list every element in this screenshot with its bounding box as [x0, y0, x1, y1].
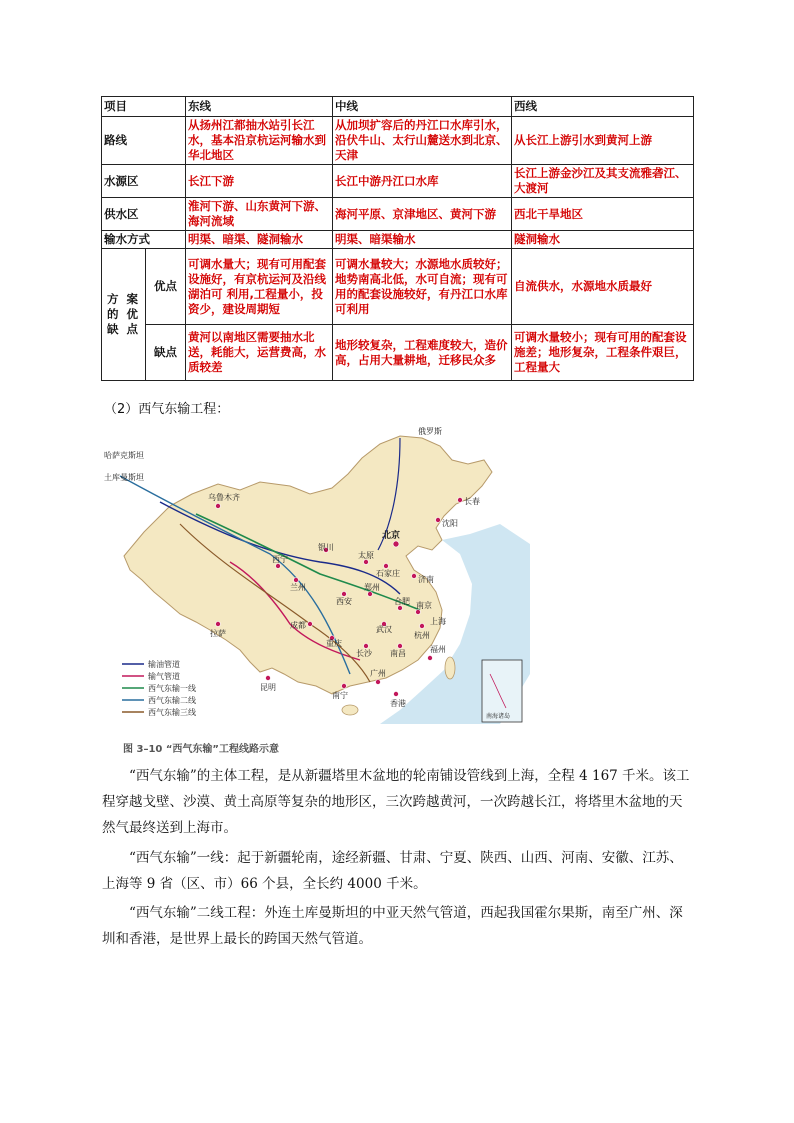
legend-label: 西气东输三线: [148, 708, 196, 717]
pipeline-map: [100, 424, 530, 764]
cell-pros-west: 自流供水，水源地水质最好: [512, 249, 694, 325]
label-beijing: 北京: [382, 530, 401, 540]
label-hangzhou: 杭州: [414, 631, 430, 640]
row-label-source: 水源区: [102, 165, 186, 198]
row-label-route: 路线: [102, 117, 186, 165]
table-row: [102, 117, 694, 165]
label-chengdu: 成都: [290, 621, 306, 630]
cell-source-east: 长江下游: [186, 165, 333, 198]
legend-label: 输油管道: [148, 660, 180, 669]
section-heading: （2）西气东输工程：: [104, 402, 230, 417]
row-label-supply: 供水区: [102, 198, 186, 231]
city-dot: [436, 518, 441, 523]
label-chongqing: 重庆: [326, 639, 342, 648]
city-dot: [384, 564, 389, 569]
city-dot: [458, 498, 463, 503]
label-shijiazhuang: 石家庄: [376, 569, 400, 578]
city-dot: [342, 592, 347, 597]
city-dot: [416, 610, 421, 615]
city-dot: [216, 622, 221, 627]
header-item: 项目: [102, 97, 186, 117]
cell-method-middle: 明渠、暗渠输水: [333, 231, 512, 249]
map-caption: 图 3–10 “西气东输”工程线路示意: [123, 744, 279, 755]
cell-supply-west: 西北干旱地区: [512, 198, 694, 231]
paragraph-main-project: “西气东输”的主体工程，是从新疆塔里木盆地的轮南铺设管线到上海，全程 4 167 千米。该工程穿越戈壁、沙漠、黄土高原等复杂的地形区，三次跨越黄河，一次跨越长江，将塔里木盆地的天然气最终送到上海市。: [102, 768, 690, 836]
map-legend: [122, 659, 196, 717]
city-dot: [342, 684, 347, 689]
cell-route-east: 从扬州江都抽水站引长江水，基本沿京杭运河输水到华北地区: [186, 117, 333, 165]
label-xining: 西宁: [272, 555, 288, 564]
label-kunming: 昆明: [260, 683, 276, 692]
city-dot: [398, 644, 403, 649]
city-dot: [368, 592, 373, 597]
cell-route-middle: 从加坝扩容后的丹江口水库引水，沿伏牛山、太行山麓送水到北京、天津: [333, 117, 512, 165]
paragraph-line-1: “西气东输”一线：起于新疆轮南，途经新疆、甘肃、宁夏、陕西、山西、河南、安徽、江苏、上海等 9 省（区、市）66 个县，全长约 4000 千米。: [102, 850, 683, 892]
city-dot: [266, 676, 271, 681]
cell-method-west: 隧洞输水: [512, 231, 694, 249]
cell-cons-west: 可调水量较小；现有可用的配套设施差；地形复杂，工程条件艰巨，工程量大: [512, 325, 694, 381]
label-lanzhou: 兰州: [290, 583, 306, 592]
city-dot: [420, 624, 425, 629]
city-dot: [364, 644, 369, 649]
header-west: 西线: [512, 97, 694, 117]
label-yinchuan: 银川: [318, 543, 334, 552]
paragraph-line-2: “西气东输”二线工程：外连土库曼斯坦的中亚天然气管道，西起我国霍尔果斯，南至广州、深圳和香港，是世界上最长的跨国天然气管道。: [102, 905, 683, 947]
label-hongkong: 香港: [390, 699, 406, 708]
label-urumqi: 乌鲁木齐: [208, 493, 240, 502]
row-label-pros: 优点: [146, 249, 186, 325]
table-row: [102, 249, 694, 325]
label-zhengzhou: 郑州: [364, 583, 380, 592]
label-turkmenistan: 土库曼斯坦: [104, 473, 144, 482]
cell-route-west: 从长江上游引水到黄河上游: [512, 117, 694, 165]
label-guangzhou: 广州: [370, 669, 386, 678]
cell-pros-middle: 可调水量较大；水源地水质较好；地势南高北低，水可自流；现有可用的配套设施较好，有丹江口水库可利用: [333, 249, 512, 325]
city-dot: [308, 622, 313, 627]
legend-label: 西气东输一线: [148, 684, 196, 693]
city-dot: [394, 692, 399, 697]
cell-supply-middle: 海河平原、京津地区、黄河下游: [333, 198, 512, 231]
label-taiyuan: 太原: [358, 551, 374, 560]
city-dot: [412, 574, 417, 579]
label-nanjing: 南京: [416, 601, 432, 610]
cell-method-east: 明渠、暗渠、隧洞输水: [186, 231, 333, 249]
city-dot: [294, 578, 299, 583]
china-territory-shape: [124, 436, 492, 694]
taiwan-island: [445, 657, 455, 679]
south-sea-inset: [482, 660, 522, 722]
label-shenyang: 沈阳: [442, 519, 458, 528]
city-dot: [376, 680, 381, 685]
city-dot: [398, 606, 403, 611]
label-hefei: 合肥: [394, 597, 410, 606]
row-group-label-pros-cons: 方 案 的 优 缺 点: [102, 249, 146, 381]
label-fuzhou: 福州: [430, 645, 446, 654]
legend-label: 西气东输二线: [148, 696, 196, 705]
city-dot: [393, 541, 399, 547]
cell-pros-east: 可调水量大；现有可用配套设施好，有京杭运河及沿线湖泊可 利用,工程量小，投资少，建设周期短: [186, 249, 333, 325]
label-south-sea: 南海诸岛: [486, 714, 511, 720]
water-transfer-comparison-table: [101, 96, 694, 381]
cell-cons-middle: 地形较复杂，工程难度较大，造价高，占用大量耕地，迁移民众多: [333, 325, 512, 381]
label-shanghai: 上海: [430, 617, 446, 626]
label-lhasa: 拉萨: [210, 629, 226, 638]
label-russia: 俄罗斯: [418, 427, 442, 436]
map-svg: [100, 424, 530, 740]
label-nanchang: 南昌: [390, 649, 406, 658]
table-row: [102, 165, 694, 198]
row-label-cons: 缺点: [146, 325, 186, 381]
label-changchun: 长春: [464, 497, 480, 506]
city-dot: [428, 656, 433, 661]
cell-cons-east: 黄河以南地区需要抽水北送，耗能大，运营费高，水质较差: [186, 325, 333, 381]
cell-source-middle: 长江中游丹江口水库: [333, 165, 512, 198]
hainan-island: [342, 705, 358, 715]
label-xian: 西安: [336, 597, 352, 606]
row-label-method: 输水方式: [102, 231, 186, 249]
city-dot: [276, 564, 281, 569]
city-dot: [216, 504, 221, 509]
cell-supply-east: 淮河下游、山东黄河下游、海河流域: [186, 198, 333, 231]
table-header-row: [102, 97, 694, 117]
header-middle: 中线: [333, 97, 512, 117]
table-row: [102, 231, 694, 249]
label-kazakhstan: 哈萨克斯坦: [104, 451, 144, 460]
table-row: [102, 325, 694, 381]
legend-label: 输气管道: [148, 672, 180, 681]
cell-source-west: 长江上游金沙江及其支流雅砻江、大渡河: [512, 165, 694, 198]
table-row: [102, 198, 694, 231]
label-changsha: 长沙: [356, 649, 372, 658]
label-jinan: 济南: [418, 575, 434, 584]
header-east: 东线: [186, 97, 333, 117]
label-nanning: 南宁: [332, 691, 348, 700]
city-dot: [364, 560, 369, 565]
label-wuhan: 武汉: [376, 625, 392, 634]
